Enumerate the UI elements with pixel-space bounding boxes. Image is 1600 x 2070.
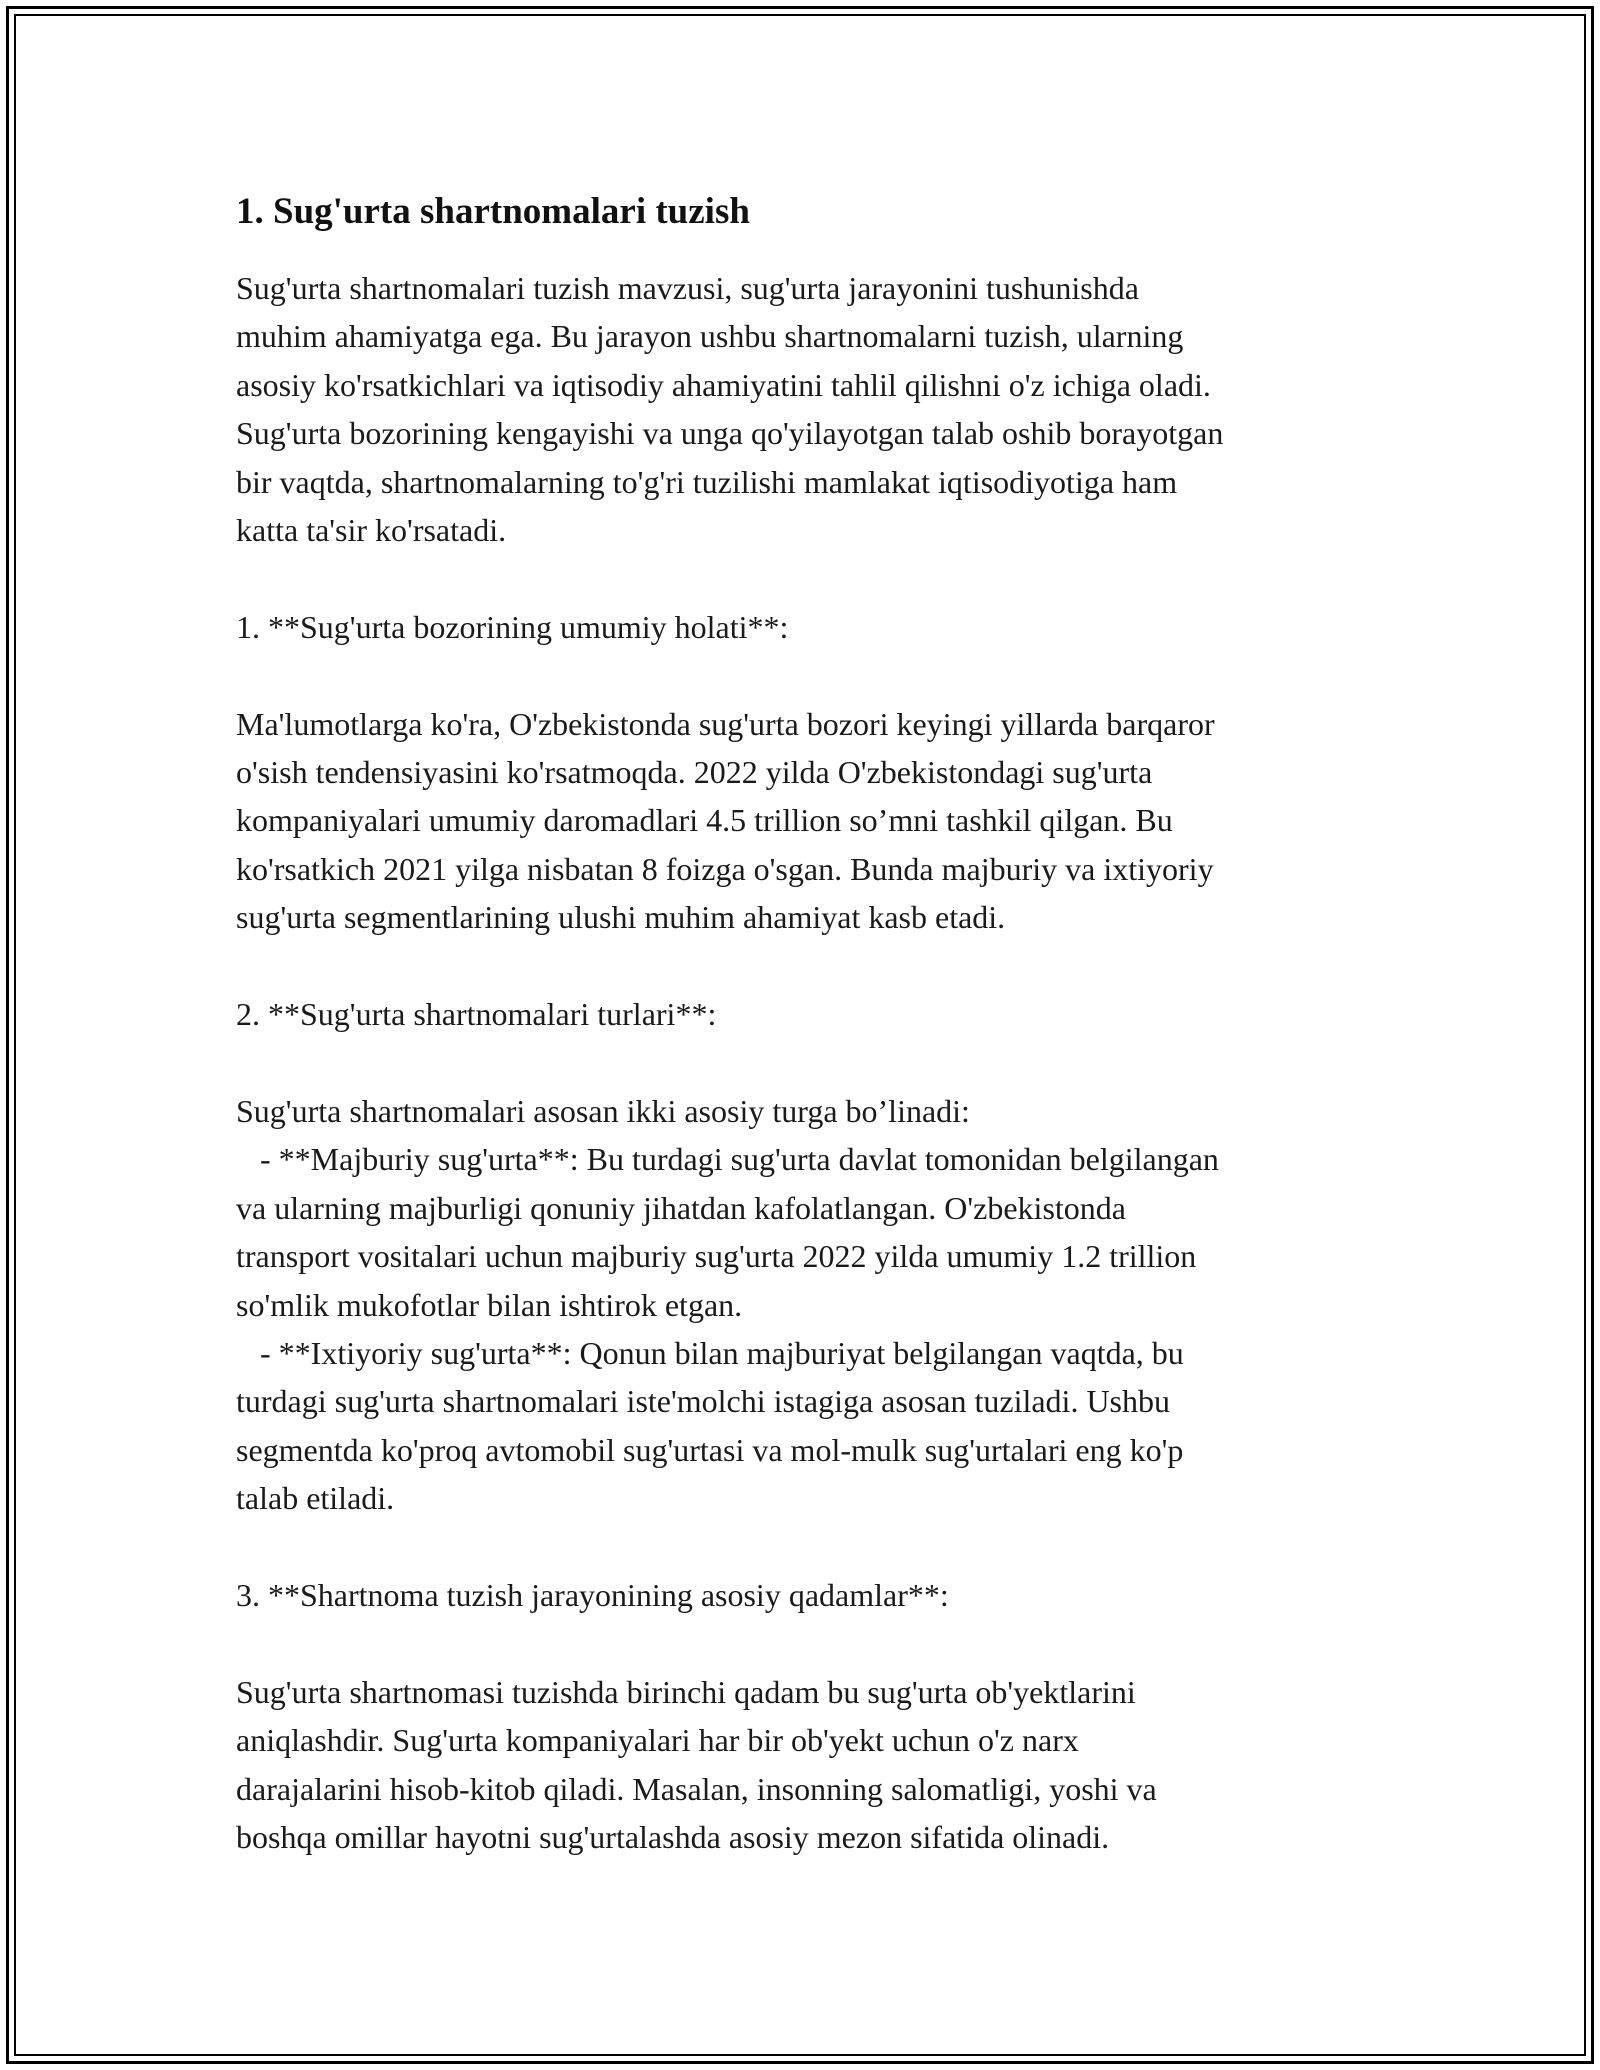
document-body: Sug'urta shartnomalari tuzish mavzusi, sug'urta jarayonini tushunishda muhim ahamiyatga ega. Bu jarayon ushbu shartnomalarni tuzish, ularning asosiy ko'rsatkichlari va iqtisodiy ahamiyatini tahlil qilishni o'z ichiga oladi. Sug'urta bozorining kengayishi va unga qo'yilayotgan talab oshib borayotgan bir vaqtda, shartnomalarning to'g'ri tuzilishi mamlakat iqtisodiyotiga ham katta ta'sir ko'rsatadi. 1. **Sug'urta bozorining umumiy holati**: Ma'lumotlarga ko'ra, O'zbekistonda sug'urta bozori keyingi yillarda barqaror o'sish tendensiyasini ko'rsatmoqda. 2022 yilda O'zbekistondagi sug'urta kompaniyalari umumiy daromadlari 4.5 trillion so’mni tashkil qilgan. Bu ko'rsatkich 2021 yilga nisbatan 8 foizga o'sgan. Bunda majburiy va ixtiyoriy sug'urta segmentlarining ulushi muhim ahamiyat kasb etadi. 2. **Sug'urta shartnomalari turlari**: Sug'urta shartnomalari asosan ikki asosiy turga bo’linadi: - **Majburiy sug'urta**: Bu turdagi sug'urta davlat tomonidan belgilangan va ularning majburligi qonuniy jihatdan kafolatlangan. O'zbekistonda transport vositalari uchun majburiy sug'urta 2022 yilda umumiy 1.2 trillion so'mlik mukofotlar bilan ishtirok etgan. - **Ixtiyoriy sug'urta**: Qonun bilan majburiyat belgilangan vaqtda, bu turdagi sug'urta shartnomalari iste'molchi istagiga asosan tuziladi. Ushbu segmentda ko'proq avtomobil sug'urtasi va mol-mulk sug'urtalari eng ko'p talab etiladi. 3. **Shartnoma tuzish jarayonining asosiy qadamlar**: Sug'urta shartnomasi tuzishda birinchi qadam bu sug'urta ob'yektlarini aniqlashdir. Sug'urta kompaniyalari har bir ob'yekt uchun o'z narx darajalarini hisob-kitob qiladi. Masalan, insonning salomatligi, yoshi va boshqa omillar hayotni sug'urtalashda asosiy mezon sifatida olinadi.: [236, 270, 1224, 1855]
document-content: [236, 188, 1376, 1861]
document-heading: 1. Sug'urta shartnomalari tuzish: [236, 191, 750, 232]
